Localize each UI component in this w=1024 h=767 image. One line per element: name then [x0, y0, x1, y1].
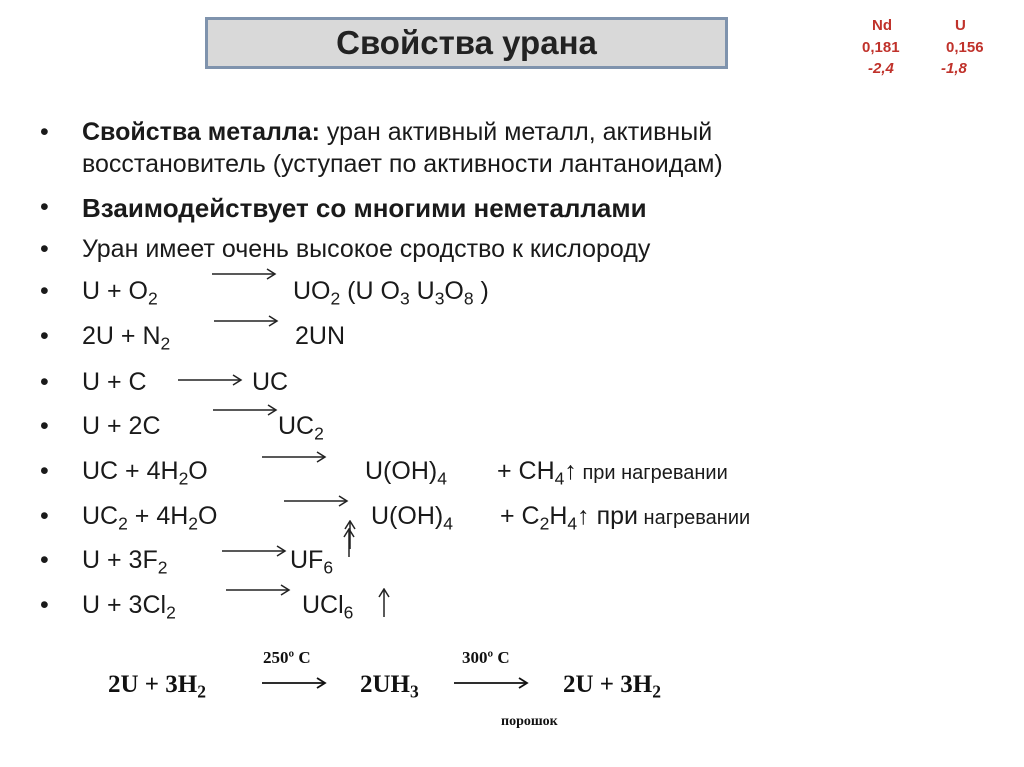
- up-arrow-icon: ↑: [577, 502, 590, 530]
- bullet-bold-label: Свойства металла:: [82, 118, 320, 146]
- reaction-u-n2: • $2U + N_2$ 2UN: [40, 322, 346, 354]
- corner-nd-potential: -2,4: [868, 60, 894, 77]
- bullet-marker: •: [40, 546, 49, 574]
- bullet-marker: •: [40, 591, 49, 619]
- hydride-reactant: $2U + 3H_2$: [108, 671, 206, 702]
- bullet-marker: •: [40, 457, 49, 485]
- reaction-u-cl2: • $U + 3Cl_2$ UCl$_6$: [40, 591, 354, 623]
- title-box: [205, 17, 728, 69]
- corner-header-nd: Nd: [872, 17, 892, 34]
- reaction-u-2c: • U + 2C $UC_2$: [40, 412, 324, 444]
- bullet-text: Взаимодействует со многими неметаллами: [82, 193, 647, 223]
- up-arrow-icon: ↑: [564, 457, 577, 485]
- bullet-marker: •: [40, 277, 49, 305]
- reaction-u-c: • U + C UC: [40, 368, 289, 396]
- reaction-arrow-icon: [454, 677, 530, 689]
- reaction-arrow-icon: [213, 404, 279, 416]
- reaction-u-o2: • $U + O_2$ $UO_2$ (U $O_3$ $U_3O_8$ ): [40, 277, 489, 309]
- reaction-arrow-icon: [212, 268, 278, 280]
- bullet-marker: •: [40, 193, 49, 221]
- decomposition-product: $2U + 3H_2$: [563, 671, 661, 702]
- reaction-uc2-water: • $UC_2 + 4H_2O$ $U(OH)_4$ + $C_2H_4↑$ при нагревании: [40, 502, 751, 534]
- bullet-marker: •: [40, 322, 49, 350]
- reaction-uc-water: • UC + $4H_2O$ $U(OH)_4$ + $CH_4↑$ при нагревании: [40, 457, 728, 489]
- reaction-arrow-icon: [214, 315, 280, 327]
- reaction-arrow-icon: [226, 584, 292, 596]
- bullet-marker: •: [40, 118, 49, 146]
- bullet-marker: •: [40, 235, 49, 263]
- bullet-text: уран активный металл, активный: [319, 118, 713, 146]
- bullet-metal-continued: восстановитель (уступает по активности лантаноидам): [82, 150, 723, 178]
- reaction-arrow-icon: [284, 495, 350, 507]
- corner-u-potential: -1,8: [941, 60, 967, 77]
- reaction-arrow-icon: [222, 545, 288, 557]
- condition-250: 250º C: [263, 648, 311, 667]
- reaction-arrow-icon: [178, 374, 244, 386]
- corner-u-radius: 0,156: [946, 39, 984, 56]
- hydride-product: $2UH_3$: [360, 671, 419, 702]
- bullet-marker: •: [40, 368, 49, 396]
- corner-nd-radius: 0,181: [862, 39, 900, 56]
- corner-header-u: U: [955, 17, 966, 34]
- condition-300: 300º C: [462, 648, 510, 667]
- page-title: Свойства урана: [336, 24, 597, 61]
- powder-label: порошок: [501, 714, 558, 729]
- reaction-arrow-icon: [262, 451, 328, 463]
- reaction-arrow-icon: [262, 677, 328, 689]
- gas-up-arrow-icon: [378, 588, 390, 618]
- bullet-text: Уран имеет очень высокое сродство к кислороду: [82, 235, 651, 263]
- gas-up-arrow-icon: [343, 528, 355, 558]
- bullet-marker: •: [40, 412, 49, 440]
- reaction-u-f2: • $U + 3F_2$ $UF_6$: [40, 546, 334, 578]
- bullet-marker: •: [40, 502, 49, 530]
